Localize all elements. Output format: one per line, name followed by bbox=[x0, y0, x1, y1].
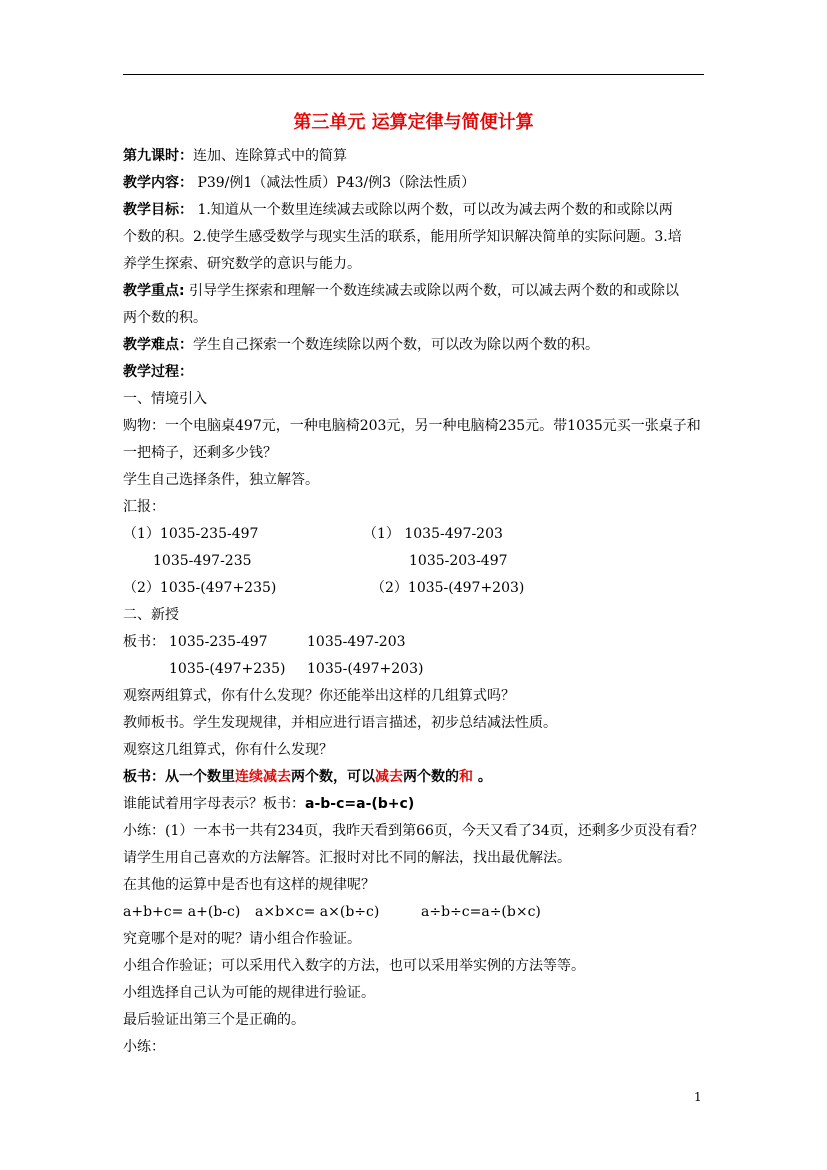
group-line: 小组合作验证；可以采用代入数字的方法，也可以采用举实例的方法等等。 bbox=[123, 958, 585, 974]
board1-b2: 1035-(497+203) bbox=[307, 661, 424, 677]
board1-label: 板书： bbox=[123, 634, 165, 650]
board2-highlight-3: 和 bbox=[459, 769, 473, 785]
difficulty-line bbox=[123, 332, 708, 359]
choose-line: 学生自己选择条件，独立解答。 bbox=[123, 472, 319, 488]
practice2-line: 小练： bbox=[123, 1039, 165, 1055]
goals-line-3: 养学生探索、研究数学的意识与能力。 bbox=[123, 256, 361, 272]
board2-part-7: 。 bbox=[473, 769, 492, 785]
focus-line-2: 两个数的积。 bbox=[123, 310, 207, 326]
observe-line-1: 观察两组算式，你有什么发现？你还能举出这样的几组算式吗？ bbox=[123, 688, 515, 704]
formula-2: a×b×c= a×(b÷c) bbox=[255, 904, 380, 920]
focus-text-1: 引导学生探索和理解一个数连续减去或除以两个数，可以减去两个数的和或除以 bbox=[184, 283, 680, 299]
board1-a2: 1035-(497+235) bbox=[169, 661, 286, 677]
board1-row-1 bbox=[123, 629, 708, 656]
lesson-label: 第九课时： bbox=[123, 148, 193, 164]
letters-line bbox=[123, 791, 708, 818]
practice1-line-2: 请学生用自己喜欢的方法解答。汇报时对比不同的解法，找出最优解法。 bbox=[123, 850, 571, 866]
shopping-line-1: 购物：一个电脑桌497元，一种电脑椅203元，另一种电脑椅235元。带1035元买一张桌子和 bbox=[123, 418, 701, 434]
report-r3a: （2）1035-(497+235) bbox=[123, 580, 277, 596]
process-label: 教学过程： bbox=[123, 364, 193, 380]
letters-formula: a-b-c=a-(b+c) bbox=[305, 796, 415, 812]
focus-line-1 bbox=[123, 278, 708, 305]
content-text: P39/例1（减法性质）P43/例3（除法性质） bbox=[193, 175, 476, 191]
report-r2b: 1035-203-497 bbox=[409, 553, 508, 569]
teacher-line: 教师板书。学生发现规律，并相应进行语言描述，初步总结减法性质。 bbox=[123, 715, 557, 731]
page-title: 第三单元 运算定律与简便计算 bbox=[293, 112, 534, 133]
board2-highlight-2: 减去 bbox=[375, 769, 403, 785]
report-label: 汇报： bbox=[123, 499, 165, 515]
board2-highlight-1: 连续减去 bbox=[235, 769, 291, 785]
board2-part-3: 两个数，可以 bbox=[291, 769, 375, 785]
formulas-line bbox=[123, 899, 708, 926]
board2-part-5: 两个数的 bbox=[403, 769, 459, 785]
page-number: 1 bbox=[694, 1090, 702, 1104]
letters-text: 谁能试着用字母表示？板书： bbox=[123, 796, 305, 812]
practice1-line-1: 小练：(1）一本书一共有234页，我昨天看到第66页，今天又看了34页，还剩多少页没有看？ bbox=[123, 823, 704, 839]
board2-line bbox=[123, 764, 708, 791]
report-row-2 bbox=[123, 548, 708, 575]
goals-line-2: 个数的积。2.使学生感受数学与现实生活的联系，能用所学知识解决简单的实际问题。3.培 bbox=[123, 229, 682, 245]
report-row-3 bbox=[123, 575, 708, 602]
report-r2a: 1035-497-235 bbox=[153, 553, 252, 569]
board2-part-1: 板书：从一个数里 bbox=[123, 769, 235, 785]
lesson-text: 连加、连除算式中的简算 bbox=[193, 148, 347, 164]
final-line: 最后验证出第三个是正确的。 bbox=[123, 1012, 305, 1028]
choose-rule-line: 小组选择自己认为可能的规律进行验证。 bbox=[123, 985, 375, 1001]
content-label: 教学内容： bbox=[123, 175, 193, 191]
report-r1a: （1）1035-235-497 bbox=[123, 526, 259, 542]
difficulty-label: 教学难点： bbox=[123, 337, 193, 353]
lesson-line bbox=[123, 143, 708, 170]
which-line: 究竟哪个是对的呢？请小组合作验证。 bbox=[123, 931, 361, 947]
focus-label: 教学重点: bbox=[123, 283, 185, 299]
report-r3b: （2）1035-(497+203) bbox=[371, 580, 525, 596]
formula-3: a÷b÷c=a÷(b×c) bbox=[421, 904, 541, 920]
board1-a1: 1035-235-497 bbox=[169, 634, 268, 650]
formula-1: a+b+c= a+(b-c) bbox=[123, 904, 241, 920]
goals-label: 教学目标： bbox=[123, 202, 193, 218]
document-body bbox=[123, 143, 708, 1061]
shopping-line-2: 一把椅子，还剩多少钱？ bbox=[123, 445, 277, 461]
board1-row-2 bbox=[123, 656, 708, 683]
goals-line-1 bbox=[123, 197, 708, 224]
report-r1b: （1） 1035-497-203 bbox=[363, 526, 503, 542]
section-1-heading: 一、情境引入 bbox=[123, 391, 207, 407]
header-rule bbox=[123, 74, 704, 75]
section-2-heading: 二、新授 bbox=[123, 607, 179, 623]
observe-line-2: 观察这几组算式，你有什么发现？ bbox=[123, 742, 333, 758]
goals-text-1: 1.知道从一个数里连续减去或除以两个数，可以改为减去两个数的和或除以两 bbox=[193, 202, 673, 218]
other-ops-line: 在其他的运算中是否也有这样的规律呢？ bbox=[123, 877, 375, 893]
report-row-1 bbox=[123, 521, 708, 548]
board1-b1: 1035-497-203 bbox=[307, 634, 406, 650]
difficulty-text: 学生自己探索一个数连续除以两个数，可以改为除以两个数的积。 bbox=[193, 337, 599, 353]
content-line bbox=[123, 170, 708, 197]
